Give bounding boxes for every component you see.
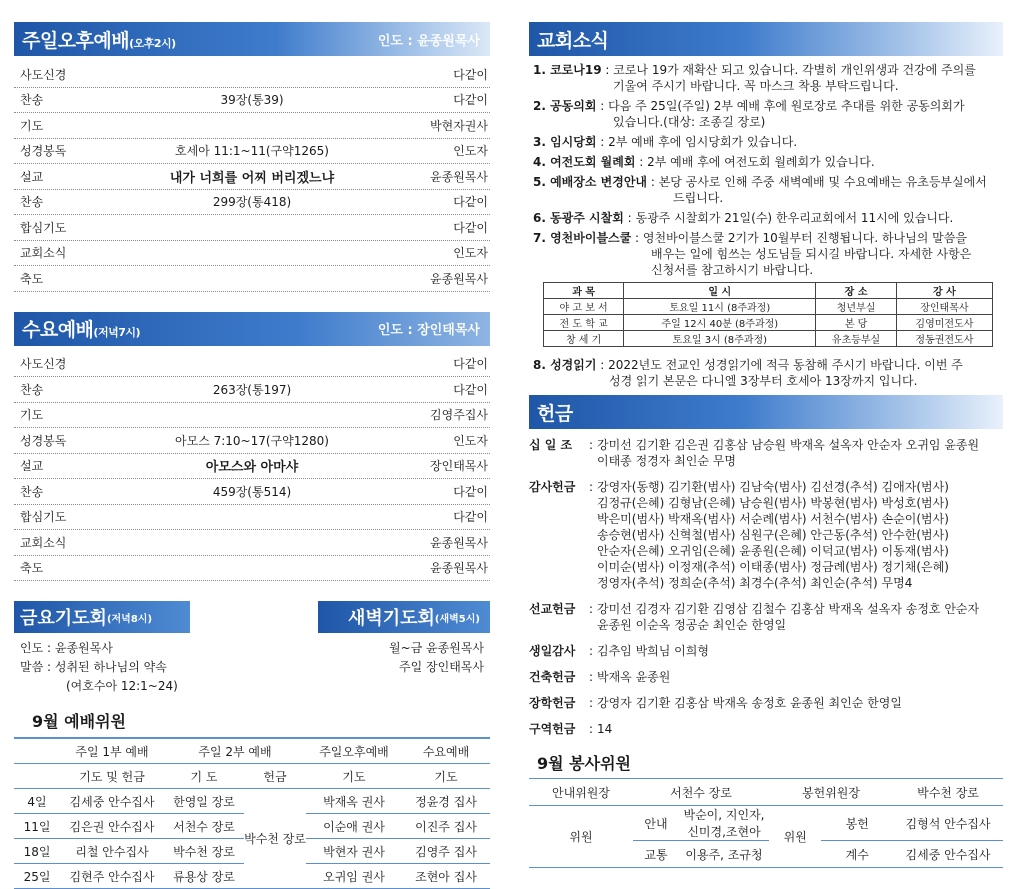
friday-leader: 인도 : 윤종원목사: [20, 641, 113, 655]
news-item: [529, 174, 1003, 206]
afternoon-order-row: [14, 190, 490, 216]
offering-line: 강미선 김경자 김기환 김영삼 김철수 김홍삼 박재옥 설옥자 송정호 안순자: [597, 602, 980, 616]
rota-row: [14, 789, 490, 814]
order-person: 인도자: [453, 433, 488, 448]
rota-sub-5: 기도: [402, 764, 490, 789]
order-detail: 459장(통514): [212, 484, 292, 499]
bible-cell: 토요일 3시 (8주과정): [624, 331, 816, 347]
wednesday-order-list: [14, 352, 490, 582]
wednesday-order-row: [14, 479, 490, 505]
order-detail: 299장(통418): [212, 195, 292, 210]
sermon-title: 내가 너희를 어찌 버리겠느냐: [169, 170, 335, 186]
offering-key: 구역헌금: [529, 722, 576, 736]
news-continued: 신청서를 참고하시기 바랍니다.: [651, 263, 814, 277]
bible-cell: 유초등부실: [816, 331, 896, 347]
news-item: [529, 62, 1003, 94]
order-person: 다같이: [453, 357, 488, 372]
order-person: 다같이: [453, 484, 488, 499]
order-person: 다같이: [453, 195, 488, 210]
news-line: [533, 211, 953, 225]
news-line: [533, 99, 965, 113]
offering-key: 건축헌금: [529, 670, 576, 684]
order-detail: 263장(통197): [212, 382, 292, 397]
news-text: 2022년도 전교인 성경읽기에 적극 동참해 주시기 바랍니다. 이번 주: [608, 358, 963, 372]
news-sep: :: [601, 63, 614, 77]
offering-row: [529, 695, 1003, 711]
offering-title: 헌금: [537, 402, 573, 425]
offering-names: [597, 601, 1003, 633]
offering-sep: :: [589, 644, 594, 658]
news-line: [533, 231, 967, 245]
news-text: 2부 예배 후에 임시당회가 있습니다.: [608, 135, 798, 149]
order-label: 기도: [20, 118, 44, 133]
wednesday-order-row: [14, 454, 490, 480]
rota-date: 11일: [14, 814, 60, 839]
offer-label: 봉헌: [821, 806, 893, 841]
news-continued: 기울여 주시기 바랍니다. 꼭 마스크 착용 부탁드립니다.: [613, 79, 899, 93]
news-sep: :: [635, 155, 648, 169]
offering-sep: :: [589, 696, 594, 710]
rota-afternoon: 박재옥 권사: [306, 789, 402, 814]
rota-body: [14, 789, 490, 889]
news-text: 다음 주 25일(주일) 2부 예배 후에 원로장로 추대를 위한 공동의회가: [608, 99, 965, 113]
order-label: 설교: [20, 169, 44, 184]
offering-row: [529, 479, 1003, 591]
order-label: 설교: [20, 459, 44, 474]
order-label: 축도: [20, 271, 44, 286]
news-item: [529, 230, 1003, 278]
rota-first-service: 김현주 안수집사: [60, 864, 164, 889]
friday-prayer-banner: 금요기도회 (저녁8시): [14, 601, 190, 633]
rota-table: [14, 739, 490, 889]
order-label: 기도: [20, 408, 44, 423]
bible-cell: 주일 12시 40분 (8주과정): [624, 315, 816, 331]
news-item: [529, 357, 1003, 389]
offering-names: [597, 695, 1003, 711]
offering-line: 강미선 김기환 김은권 김홍삼 남승원 박재옥 설옥자 안순자 오귀임 윤종원: [597, 438, 980, 452]
wednesday-order-row: [14, 377, 490, 403]
bible-table-head: [544, 283, 993, 299]
offering-key: 십 일 조: [529, 438, 573, 452]
bible-school-table: [543, 282, 993, 347]
service-head-row: [529, 779, 1003, 806]
offering-key: 장학헌금: [529, 696, 576, 710]
count-name: 김세중 안수집사: [893, 841, 1003, 868]
news-key: 2. 공동의회: [533, 99, 597, 113]
traffic-names: 이용주, 조규청: [679, 841, 769, 868]
rota-sub-4: 기도: [306, 764, 402, 789]
news-key: 3. 임시당회: [533, 135, 597, 149]
rota-sub-3: 헌금: [244, 764, 306, 789]
bible-table-row: [544, 315, 993, 331]
order-label: 교회소식: [20, 535, 67, 550]
offering-line: 정영자(추석) 정희순(추석) 최경수(추석) 최인순(추석) 무명4: [597, 576, 913, 590]
afternoon-order-row: [14, 241, 490, 267]
order-person: 윤종원목사: [430, 561, 488, 576]
offering-key: 감사헌금: [529, 480, 576, 494]
news-line: [533, 155, 875, 169]
offering-line: 강영자(동행) 김기환(범사) 김남숙(범사) 김선경(추석) 김애자(범사): [597, 480, 949, 494]
rota-head-3: 주일오후예배: [306, 739, 402, 764]
news-item: [529, 98, 1003, 130]
news-text: 본당 공사로 인해 주중 새벽예배 및 수요예배는 유초등부실에서: [658, 175, 987, 189]
bible-cell: 정동권전도사: [896, 331, 992, 347]
count-label: 계수: [821, 841, 893, 868]
news-title: 교회소식: [537, 29, 609, 52]
dawn-sunday: 주일 장인태목사: [399, 660, 484, 674]
bible-cell: 김영미전도사: [896, 315, 992, 331]
news-item: [529, 154, 1003, 170]
rota-wednesday: 김영주 집사: [402, 839, 490, 864]
offering-sep: :: [589, 438, 594, 452]
order-person: 인도자: [453, 246, 488, 261]
offering-line: 윤종원 이순옥 정공순 최인순 한영일: [597, 618, 787, 632]
service-section: [529, 751, 1003, 868]
bible-head-cell: 강 사: [896, 283, 992, 299]
bible-head-cell: 일 시: [624, 283, 816, 299]
order-label: 합심기도: [20, 220, 67, 235]
rota-head-row-2: [14, 764, 490, 789]
offering-sep: :: [589, 480, 594, 494]
news-line: [533, 358, 963, 372]
afternoon-order-row: [14, 62, 490, 88]
wednesday-order-row: [14, 556, 490, 582]
offering-line: 14: [597, 722, 613, 736]
afternoon-service-leader: 인도 : 윤종원목사: [377, 33, 480, 49]
offering-line: 안순자(은혜) 오귀임(은혜) 윤종원(은혜) 이덕교(범사) 이동재(범사): [597, 544, 949, 558]
offer-name: 김형석 안수집사: [893, 806, 1003, 841]
afternoon-order-row: [14, 266, 490, 292]
rota-head-row-1: [14, 739, 490, 764]
member-label-left: 위원: [529, 806, 633, 868]
order-label: 사도신경: [20, 67, 67, 82]
offering-row: [529, 669, 1003, 685]
offering-names: [597, 437, 1003, 469]
wednesday-service-title: 수요예배(저녁7시): [22, 319, 141, 341]
rota-offering-merged: 박수천 장로: [244, 789, 306, 889]
rota-first-service: 리철 안수집사: [60, 839, 164, 864]
offering-names: [597, 669, 1003, 685]
news-text: 영천바이블스쿨 2기가 10월부터 진행됩니다. 하나님의 말씀을: [642, 231, 967, 245]
rota-first-service: 김은권 안수집사: [60, 814, 164, 839]
rota-afternoon: 오귀임 권사: [306, 864, 402, 889]
order-label: 성경봉독: [20, 144, 67, 159]
service-title: 9월 봉사위원: [537, 754, 631, 773]
offering-key: 생일감사: [529, 644, 576, 658]
order-detail: 39장(통39): [220, 93, 284, 108]
news-key: 8. 성경읽기: [533, 358, 597, 372]
dawn-prayer-banner: 새벽기도회 (새벽5시): [318, 601, 490, 633]
left-column: [14, 22, 490, 889]
offering-names: [597, 479, 1003, 591]
rota-afternoon: 이순애 권사: [306, 814, 402, 839]
order-label: 찬송: [20, 93, 44, 108]
news-banner: [529, 22, 1003, 56]
rota-first-service: 김세중 안수집사: [60, 789, 164, 814]
order-person: 김영주집사: [430, 408, 488, 423]
order-person: 다같이: [453, 510, 488, 525]
order-person: 인도자: [453, 144, 488, 159]
news-continued: 성경 읽기 본문은 다니엘 3장부터 호세아 13장까지 입니다.: [609, 374, 918, 388]
afternoon-order-row: [14, 88, 490, 114]
order-label: 사도신경: [20, 357, 67, 372]
order-person: 다같이: [453, 220, 488, 235]
prayer-details: [14, 639, 490, 699]
news-key: 4. 여전도회 월례회: [533, 155, 636, 169]
offering-line: 김정규(은혜) 김형남(은혜) 남승원(범사) 박봉현(범사) 박성호(범사): [597, 496, 949, 510]
rota-second-prayer: 서천수 장로: [164, 814, 244, 839]
offering-names: [597, 643, 1003, 659]
rota-second-prayer: 박수천 장로: [164, 839, 244, 864]
friday-message: 말씀 : 성취된 하나님의 약속: [20, 660, 167, 674]
bible-cell: 전 도 학 교: [544, 315, 624, 331]
order-person: 윤종원목사: [430, 271, 488, 286]
news-text: 코로나 19가 재확산 되고 있습니다. 각별히 개인위생과 건강에 주의를: [613, 63, 976, 77]
rota-sub-2: 기 도: [164, 764, 244, 789]
bible-cell: 장인태목사: [896, 299, 992, 315]
service-row-1: [529, 806, 1003, 841]
bible-cell: 본 당: [816, 315, 896, 331]
offering-line: 박은미(범사) 박재옥(범사) 서순례(범사) 서천수(범사) 손순이(범사): [597, 512, 949, 526]
afternoon-service-banner: [14, 22, 490, 56]
offering-row: [529, 601, 1003, 633]
member-label-right: 위원: [769, 806, 821, 868]
news-item: [529, 210, 1003, 226]
news-text: 2부 예배 후에 여전도회 월례회가 있습니다.: [647, 155, 875, 169]
wednesday-order-row: [14, 403, 490, 429]
news-key: 6. 동광주 시찰회: [533, 211, 624, 225]
friday-scripture: (여호수아 12:1~24): [66, 679, 178, 693]
traffic-label: 교통: [633, 841, 679, 868]
rota-wednesday: 이진주 집사: [402, 814, 490, 839]
guide-head-label: 안내위원장: [529, 779, 633, 806]
bible-cell: 토요일 11시 (8주과정): [624, 299, 816, 315]
order-label: 축도: [20, 561, 44, 576]
rota-date: 25일: [14, 864, 60, 889]
wednesday-order-row: [14, 505, 490, 531]
news-key: 1. 코로나19: [533, 63, 602, 77]
offer-head-label: 봉헌위원장: [769, 779, 893, 806]
bible-cell: 창 세 기: [544, 331, 624, 347]
rota-title: 9월 예배위원: [32, 712, 126, 731]
news-sep: :: [596, 358, 609, 372]
order-person: 장인태목사: [430, 459, 488, 474]
news-continued: 드립니다.: [673, 191, 724, 205]
news-key: 7. 영천바이블스쿨: [533, 231, 632, 245]
rota-date: 18일: [14, 839, 60, 864]
dawn-weekday: 월~금 윤종원목사: [388, 641, 484, 655]
news-sep: :: [623, 211, 636, 225]
wednesday-order-row: [14, 352, 490, 378]
order-person: 박현자권사: [430, 118, 488, 133]
order-person: 다같이: [453, 67, 488, 82]
news-item: [529, 134, 1003, 150]
offering-sep: :: [589, 722, 594, 736]
prayer-banners: [14, 601, 490, 633]
order-person: 다같이: [453, 93, 488, 108]
offering-list: [529, 437, 1003, 737]
news-line: [533, 63, 976, 77]
offering-line: 박재옥 윤종원: [597, 670, 671, 684]
offering-line: 김추임 박희님 이희형: [597, 644, 709, 658]
offering-line: 이태종 정경자 최인순 무명: [597, 454, 736, 468]
news-continued: 배우는 일에 힘쓰는 성도님들 되시길 바랍니다. 자세한 사항은: [651, 247, 972, 261]
guide-names: 박순이, 지인자, 신미경,조현아: [679, 806, 769, 841]
order-label: 합심기도: [20, 510, 67, 525]
news-continued: 있습니다.(대상: 조종길 장로): [613, 115, 766, 129]
offering-line: 강영자 김기환 김홍삼 박재옥 송정호 윤종원 최인순 한영일: [597, 696, 902, 710]
offering-row: [529, 721, 1003, 737]
afternoon-order-row: [14, 215, 490, 241]
bible-table-row: [544, 331, 993, 347]
bible-cell: 청년부실: [816, 299, 896, 315]
offer-head-name: 박수천 장로: [893, 779, 1003, 806]
news-list: [529, 62, 1003, 389]
order-label: 성경봉독: [20, 433, 67, 448]
rota-head-1: 주일 1부 예배: [60, 739, 164, 764]
offering-names: [597, 721, 1003, 737]
bible-head-cell: 과 목: [544, 283, 624, 299]
guide-label: 안내: [633, 806, 679, 841]
order-detail: 호세아 11:1~11(구약1265): [175, 144, 329, 159]
offering-sep: :: [589, 602, 594, 616]
wednesday-service-leader: 인도 : 장인태목사: [377, 323, 480, 338]
wednesday-order-row: [14, 530, 490, 556]
order-person: 윤종원목사: [430, 169, 488, 184]
offering-key: 선교헌금: [529, 602, 576, 616]
news-sep: :: [631, 231, 643, 245]
order-label: 교회소식: [20, 246, 67, 261]
news-sep: :: [596, 135, 609, 149]
rota-head-2: 주일 2부 예배: [164, 739, 306, 764]
rota-sub-1: 기도 및 헌금: [60, 764, 164, 789]
bible-head-cell: 장 소: [816, 283, 896, 299]
afternoon-order-row: [14, 139, 490, 165]
news-line: [533, 175, 987, 189]
order-person: 윤종원목사: [430, 535, 488, 550]
right-column: [529, 22, 1003, 868]
news-line: [533, 135, 797, 149]
afternoon-service-title: 주일오후예배(오후2시): [22, 29, 176, 52]
guide-head-name: 서천수 장로: [633, 779, 769, 806]
wednesday-order-row: [14, 428, 490, 454]
order-label: 찬송: [20, 382, 44, 397]
news-text: 동광주 시찰회가 21일(수) 한우리교회에서 11시에 있습니다.: [635, 211, 954, 225]
service-table: [529, 778, 1003, 868]
order-person: 다같이: [453, 382, 488, 397]
rota-wednesday: 정윤경 집사: [402, 789, 490, 814]
rota-afternoon: 박현자 권사: [306, 839, 402, 864]
offering-row: [529, 437, 1003, 469]
order-label: 찬송: [20, 195, 44, 210]
rota-section: [14, 709, 490, 889]
sermon-title: 아모스와 아마샤: [205, 460, 299, 476]
news-key: 5. 예배장소 변경안내: [533, 175, 648, 189]
news-sep: :: [647, 175, 659, 189]
bible-table-row: [544, 299, 993, 315]
order-label: 찬송: [20, 484, 44, 499]
afternoon-order-list: [14, 62, 490, 292]
rota-second-prayer: 한영일 장로: [164, 789, 244, 814]
offering-sep: :: [589, 670, 594, 684]
rota-head-4: 수요예배: [402, 739, 490, 764]
offering-line: 송승현(범사) 신혁철(범사) 심원구(은혜) 안근동(추석) 안수한(범사): [597, 528, 949, 542]
bible-cell: 야 고 보 서: [544, 299, 624, 315]
rota-wednesday: 조현아 집사: [402, 864, 490, 889]
order-detail: 아모스 7:10~17(구약1280): [175, 433, 329, 448]
offering-banner: [529, 395, 1003, 429]
wednesday-service-banner: [14, 312, 490, 346]
news-sep: :: [596, 99, 609, 113]
afternoon-order-row: [14, 164, 490, 190]
offering-row: [529, 643, 1003, 659]
rota-second-prayer: 류용상 장로: [164, 864, 244, 889]
rota-date: 4일: [14, 789, 60, 814]
offering-line: 이미순(범사) 이정재(추석) 이태종(범사) 정금례(범사) 정기채(은혜): [597, 560, 949, 574]
afternoon-order-row: [14, 113, 490, 139]
